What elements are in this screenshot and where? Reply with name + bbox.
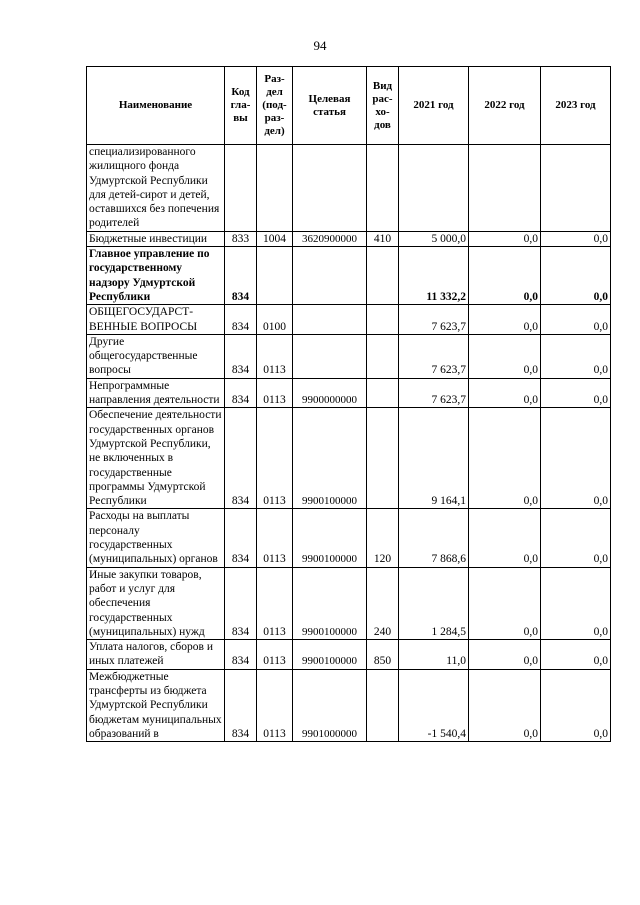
table-row: [87, 509, 611, 567]
row-name: Межбюджетные трансферты из бюджета Удмуртской Республики бюджетам муниципальных образований в: [87, 669, 225, 741]
row-code: 834: [225, 378, 257, 408]
row-target: 3620900000: [293, 231, 367, 246]
header-row: [87, 67, 611, 145]
row-2021: 11,0: [399, 640, 469, 670]
row-2022: 0,0: [469, 378, 541, 408]
row-vid: [367, 334, 399, 378]
row-target: 9900100000: [293, 509, 367, 567]
row-name: Иные закупки товаров, работ и услуг для обеспечения государственных (муниципальных) нужд: [87, 567, 225, 639]
row-section: 0113: [257, 669, 293, 741]
row-name: специализированного жилищного фонда Удмуртской Республики для детей-сирот и детей, оставшихся без попечения родителей: [87, 145, 225, 232]
row-code: 834: [225, 305, 257, 335]
row-section: 0113: [257, 509, 293, 567]
row-2022: 0,0: [469, 567, 541, 639]
row-2023: 0,0: [541, 378, 611, 408]
row-code: 834: [225, 567, 257, 639]
header-vid: Вид рас- хо- дов: [367, 67, 399, 145]
row-vid: [367, 305, 399, 335]
row-2023: 0,0: [541, 334, 611, 378]
header-name: Наименование: [87, 67, 225, 145]
row-name: Обеспечение деятельности государственных органов Удмуртской Республики, не включенных в государственные программы Удмуртской Республики: [87, 408, 225, 509]
row-target: [293, 334, 367, 378]
row-target: 9900100000: [293, 567, 367, 639]
row-vid: 120: [367, 509, 399, 567]
row-target: 9900100000: [293, 640, 367, 670]
row-name: Расходы на выплаты персоналу государственных (муниципальных) органов: [87, 509, 225, 567]
row-section: 0113: [257, 408, 293, 509]
row-code: 834: [225, 247, 257, 305]
row-vid: 240: [367, 567, 399, 639]
row-target: 9900100000: [293, 408, 367, 509]
budget-table: [86, 66, 611, 742]
row-2021: 9 164,1: [399, 408, 469, 509]
row-2022: [469, 145, 541, 232]
row-name: Уплата налогов, сборов и иных платежей: [87, 640, 225, 670]
row-2021: -1 540,4: [399, 669, 469, 741]
row-2022: 0,0: [469, 669, 541, 741]
row-target: 9901000000: [293, 669, 367, 741]
row-2021: 7 623,7: [399, 378, 469, 408]
row-target: [293, 305, 367, 335]
row-2023: 0,0: [541, 231, 611, 246]
header-2022: 2022 год: [469, 67, 541, 145]
row-target: [293, 145, 367, 232]
row-2022: 0,0: [469, 334, 541, 378]
row-2023: [541, 145, 611, 232]
row-section: 0100: [257, 305, 293, 335]
row-2023: 0,0: [541, 640, 611, 670]
row-section: [257, 145, 293, 232]
row-section: 0113: [257, 378, 293, 408]
row-code: [225, 145, 257, 232]
row-vid: [367, 669, 399, 741]
row-section: [257, 247, 293, 305]
row-2021: 11 332,2: [399, 247, 469, 305]
row-2021: 5 000,0: [399, 231, 469, 246]
row-2023: 0,0: [541, 509, 611, 567]
row-name: Бюджетные инвестиции: [87, 231, 225, 246]
row-name: Другие общегосударственные вопросы: [87, 334, 225, 378]
row-2023: 0,0: [541, 305, 611, 335]
header-target: Целевая статья: [293, 67, 367, 145]
row-name: Непрограммные направления деятельности: [87, 378, 225, 408]
table-row: [87, 247, 611, 305]
row-2022: 0,0: [469, 231, 541, 246]
row-target: 9900000000: [293, 378, 367, 408]
row-code: 833: [225, 231, 257, 246]
row-code: 834: [225, 509, 257, 567]
row-2022: 0,0: [469, 305, 541, 335]
header-code: Код гла- вы: [225, 67, 257, 145]
table-row: [87, 334, 611, 378]
table-row: [87, 145, 611, 232]
row-section: 1004: [257, 231, 293, 246]
row-code: 834: [225, 408, 257, 509]
page-number: 94: [313, 38, 327, 53]
row-vid: [367, 145, 399, 232]
row-target: [293, 247, 367, 305]
table-row: [87, 378, 611, 408]
row-code: 834: [225, 334, 257, 378]
row-2023: 0,0: [541, 408, 611, 509]
row-name: ОБЩЕГОСУДАРСТ- ВЕННЫЕ ВОПРОСЫ: [87, 305, 225, 335]
header-section: Раз- дел (под- раз- дел): [257, 67, 293, 145]
table-row: [87, 408, 611, 509]
row-vid: [367, 378, 399, 408]
row-2021: [399, 145, 469, 232]
row-code: 834: [225, 640, 257, 670]
row-2022: 0,0: [469, 509, 541, 567]
row-section: 0113: [257, 640, 293, 670]
table-row: [87, 231, 611, 246]
row-name: Главное управление по государственному надзору Удмуртской Республики: [87, 247, 225, 305]
header-2023: 2023 год: [541, 67, 611, 145]
row-code: 834: [225, 669, 257, 741]
row-section: 0113: [257, 567, 293, 639]
table-row: [87, 640, 611, 670]
table-row: [87, 669, 611, 741]
row-section: 0113: [257, 334, 293, 378]
row-2022: 0,0: [469, 247, 541, 305]
table-row: [87, 305, 611, 335]
row-2021: 7 623,7: [399, 305, 469, 335]
row-2021: 7 623,7: [399, 334, 469, 378]
row-2021: 7 868,6: [399, 509, 469, 567]
row-2022: 0,0: [469, 640, 541, 670]
row-vid: [367, 247, 399, 305]
row-vid: 410: [367, 231, 399, 246]
table-row: [87, 567, 611, 639]
row-2023: 0,0: [541, 247, 611, 305]
header-2021: 2021 год: [399, 67, 469, 145]
row-2021: 1 284,5: [399, 567, 469, 639]
row-vid: 850: [367, 640, 399, 670]
row-2023: 0,0: [541, 669, 611, 741]
row-2023: 0,0: [541, 567, 611, 639]
row-vid: [367, 408, 399, 509]
row-2022: 0,0: [469, 408, 541, 509]
